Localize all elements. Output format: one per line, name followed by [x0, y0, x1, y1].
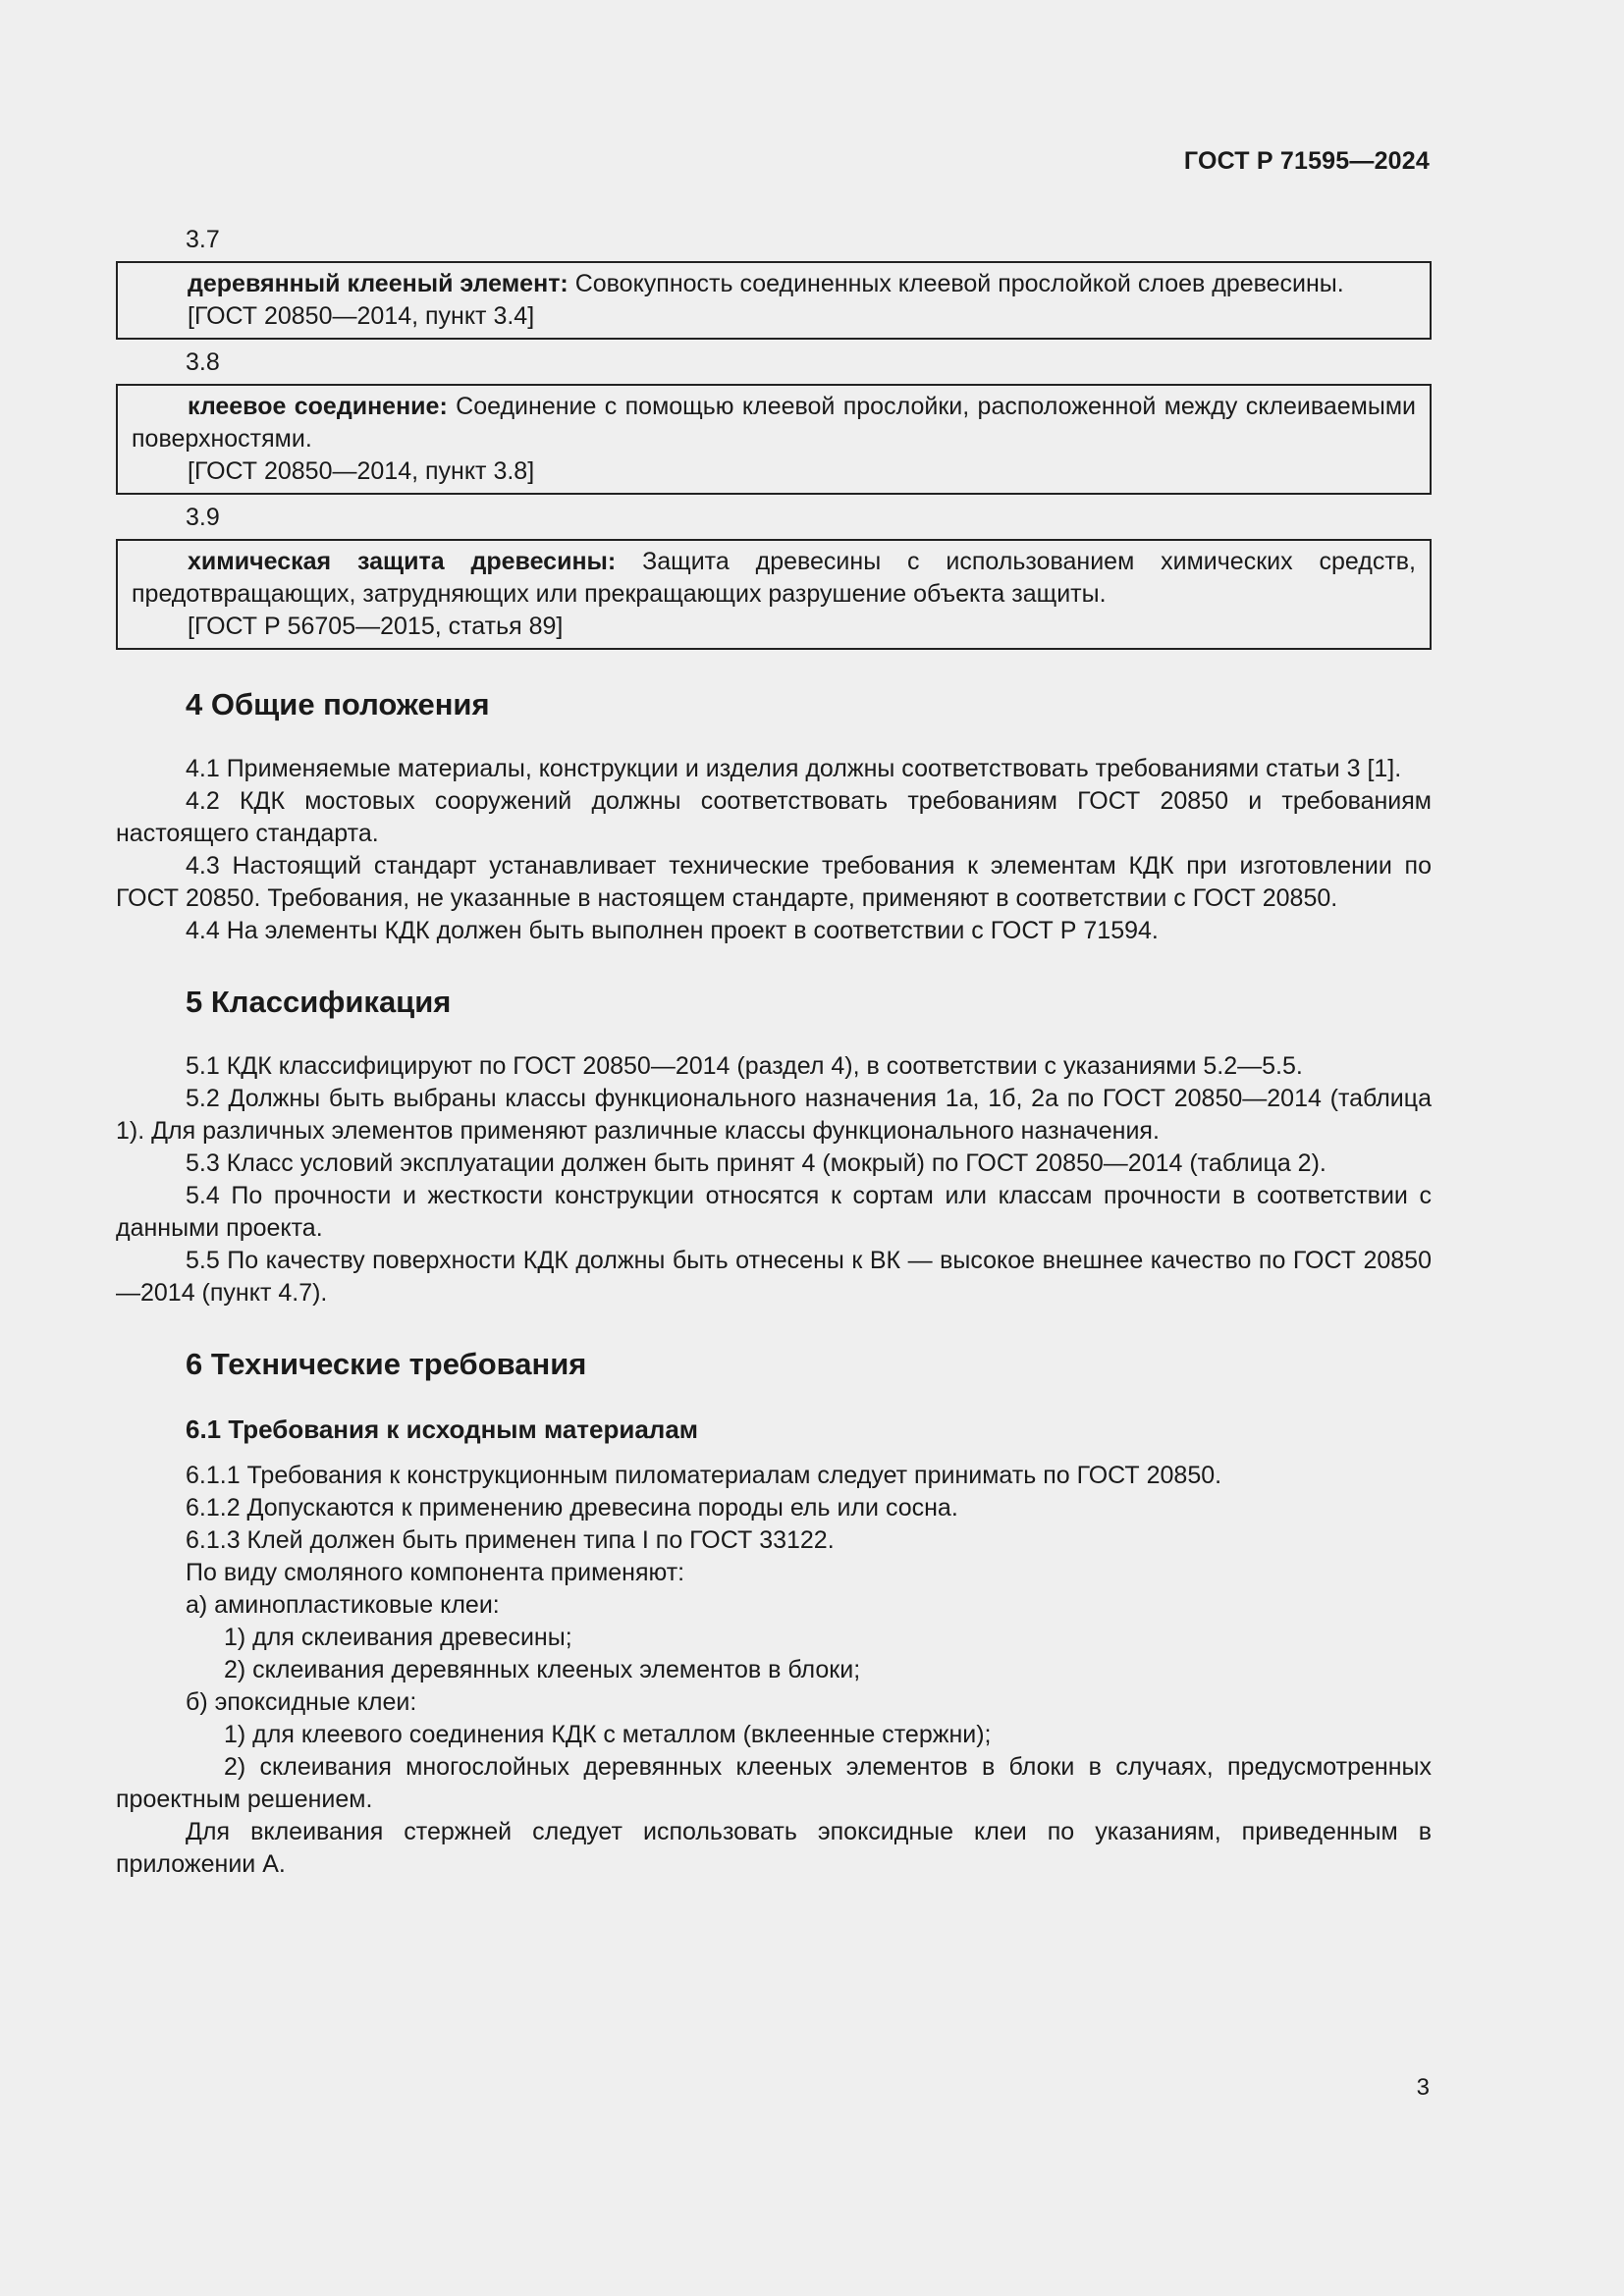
list-subitem: 1) для склеивания древесины;: [224, 1624, 572, 1651]
list-subitem: 2) склеивания многослойных деревянных клееных элементов в блоки в случаях, предусмотренных проектным решением.: [116, 1753, 1432, 1813]
term-name: химическая защита древесины:: [188, 548, 617, 575]
term-number: 3.7: [186, 226, 220, 253]
paragraph: 4.1 Применяемые материалы, конструкции и изделия должны соответствовать требованиями статьи 3 [1].: [186, 755, 1402, 782]
section-heading: 4 Общие положения: [186, 687, 490, 721]
paragraph: 6.1.2 Допускаются к применению древесина породы ель или сосна.: [186, 1494, 958, 1522]
paragraph: 5.5 По качеству поверхности КДК должны быть отнесены к ВК — высокое внешнее качество по ГОСТ 20850—2014 (пункт 4.7).: [116, 1247, 1432, 1307]
paragraph: 4.2 КДК мостовых сооружений должны соответствовать требованиям ГОСТ 20850 и требованиям настоящего стандарта.: [116, 787, 1432, 847]
paragraph: 4.3 Настоящий стандарт устанавливает технические требования к элементам КДК при изготовлении по ГОСТ 20850. Требования, не указанные в настоящем стандарте, применяют в соответствии с ГОСТ 20850.: [116, 852, 1432, 912]
term-definition-box: [116, 539, 1432, 650]
term-definition: Совокупность соединенных клеевой прослойкой слоев древесины.: [568, 270, 1344, 297]
paragraph: 6.1.1 Требования к конструкционным пиломатериалам следует принимать по ГОСТ 20850.: [186, 1462, 1222, 1489]
list-item: б) эпоксидные клеи:: [186, 1688, 417, 1716]
term-number: 3.8: [186, 348, 220, 376]
list-subitem: 1) для клеевого соединения КДК с металлом (вклеенные стержни);: [224, 1721, 992, 1748]
term-definition-box: [116, 261, 1432, 340]
list-item: а) аминопластиковые клеи:: [186, 1591, 500, 1619]
paragraph: 5.3 Класс условий эксплуатации должен быть принят 4 (мокрый) по ГОСТ 20850—2014 (таблица 2).: [186, 1149, 1326, 1177]
paragraph: 5.2 Должны быть выбраны классы функционального назначения 1а, 1б, 2а по ГОСТ 20850—2014 (таблица 1). Для различных элементов применяют различные классы функционального назначения.: [116, 1085, 1432, 1145]
term-definition: Соединение с помощью клеевой прослойки, расположенной между склеиваемыми поверхностями.: [132, 393, 1416, 453]
page-content: [116, 224, 1432, 1881]
section-heading: 5 Классификация: [186, 985, 452, 1019]
paragraph: Для вклеивания стержней следует использовать эпоксидные клеи по указаниям, приведенным в приложении А.: [116, 1818, 1432, 1878]
term-name: деревянный клееный элемент:: [188, 270, 568, 297]
term-source: [ГОСТ 20850—2014, пункт 3.8]: [188, 457, 535, 485]
term-definition: Защита древесины с использованием химических средств, предотвращающих, затрудняющих или прекращающих разрушение объекта защиты.: [132, 548, 1416, 608]
term-source: [ГОСТ Р 56705—2015, статья 89]: [188, 613, 564, 640]
term-number: 3.9: [186, 504, 220, 531]
document-code-header: ГОСТ Р 71595—2024: [1183, 147, 1430, 175]
term-name: клеевое соединение:: [188, 393, 448, 420]
page-number: 3: [1416, 2074, 1430, 2101]
list-subitem: 2) склеивания деревянных клееных элементов в блоки;: [224, 1656, 861, 1683]
paragraph: 4.4 На элементы КДК должен быть выполнен проект в соответствии с ГОСТ Р 71594.: [186, 917, 1159, 944]
subsection-heading: 6.1 Требования к исходным материалам: [186, 1415, 699, 1444]
term-source: [ГОСТ 20850—2014, пункт 3.4]: [188, 302, 535, 330]
paragraph: 5.4 По прочности и жесткости конструкции относятся к сортам или классам прочности в соответствии с данными проекта.: [116, 1182, 1432, 1242]
term-definition-box: [116, 384, 1432, 495]
section-heading: 6 Технические требования: [186, 1347, 587, 1381]
paragraph: 5.1 КДК классифицируют по ГОСТ 20850—2014 (раздел 4), в соответствии с указаниями 5.2—5.5.: [186, 1052, 1303, 1080]
paragraph: 6.1.3 Клей должен быть применен типа I по ГОСТ 33122.: [186, 1526, 835, 1554]
list-intro: По виду смоляного компонента применяют:: [186, 1559, 685, 1586]
